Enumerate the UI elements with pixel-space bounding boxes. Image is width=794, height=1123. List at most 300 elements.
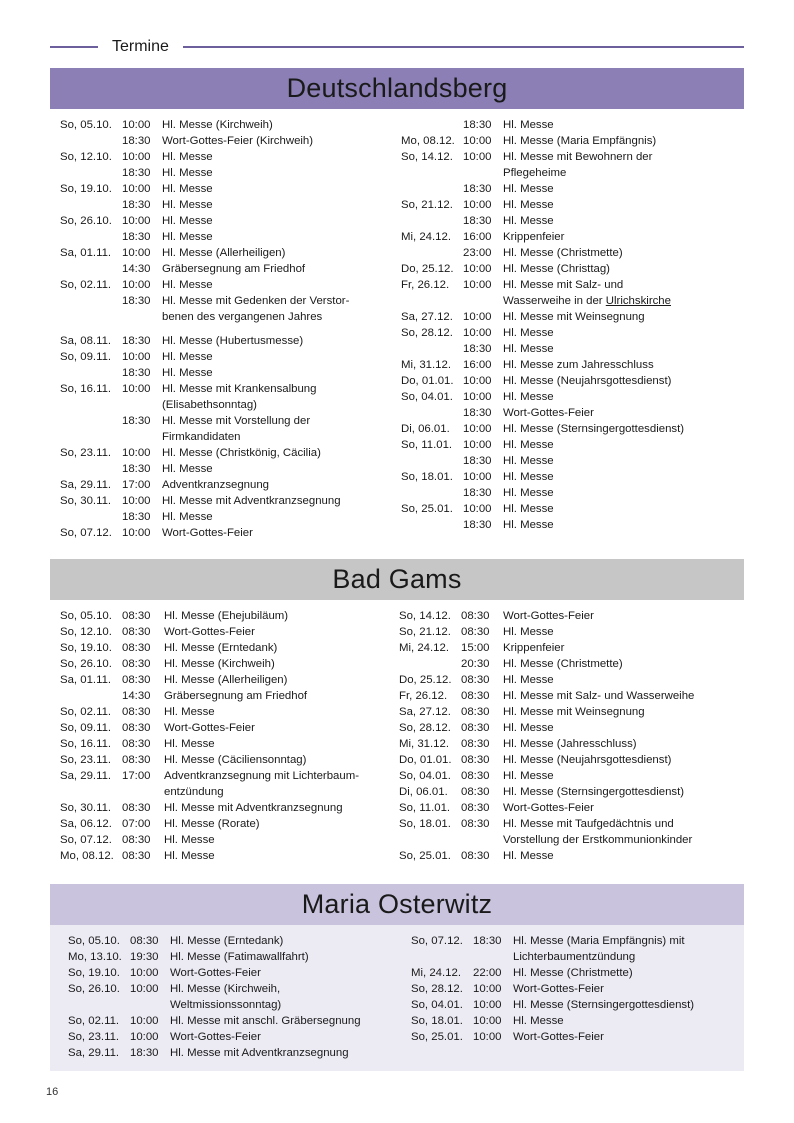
schedule-row	[60, 165, 389, 181]
schedule-row	[399, 608, 734, 624]
row-date: Mo, 13.10.	[68, 951, 122, 963]
row-date: So, 16.11.	[60, 383, 112, 395]
row-date: Sa, 27.12.	[401, 311, 453, 323]
schedule-column-right	[397, 608, 734, 864]
row-date: So, 30.11.	[60, 495, 112, 507]
schedule-row	[60, 325, 389, 333]
row-date: Mi, 31.12.	[399, 738, 450, 750]
row-description: Hl. Messe	[503, 626, 554, 638]
row-time: 15:00	[461, 642, 490, 654]
row-description: Hl. Messe	[503, 215, 554, 227]
schedule-row	[401, 277, 734, 293]
row-description: Hl. Messe (Rorate)	[164, 818, 260, 830]
row-time: 18:30	[463, 215, 492, 227]
row-date: So, 09.11.	[60, 351, 112, 363]
schedule-row	[60, 608, 393, 624]
row-date: So, 11.01.	[399, 802, 451, 814]
row-date: So, 02.11.	[60, 706, 112, 718]
row-time: 17:00	[122, 479, 151, 491]
header-rule-right	[183, 46, 744, 48]
row-description: Wort-Gottes-Feier	[503, 407, 594, 419]
row-time: 18:30	[122, 463, 151, 475]
row-date: Sa, 27.12.	[399, 706, 451, 718]
row-time: 10:00	[122, 383, 151, 395]
schedule-row	[60, 349, 389, 365]
row-date: So, 18.01.	[411, 1015, 463, 1027]
row-description: Hl. Messe mit Weinsegnung	[503, 311, 645, 323]
row-time: 10:00	[463, 199, 492, 211]
row-description: Gräbersegnung am Friedhof	[162, 263, 306, 275]
row-date: Mi, 24.12.	[411, 967, 462, 979]
row-time: 08:30	[122, 642, 151, 654]
row-description: Wort-Gottes-Feier	[513, 1031, 604, 1043]
row-date: So, 11.01.	[401, 439, 453, 451]
section-body	[50, 109, 744, 551]
row-description: Wasserweihe in der Ulrichskirche	[503, 295, 671, 307]
row-date: Do, 25.12.	[401, 263, 454, 275]
schedule-row	[399, 704, 734, 720]
row-description: Hl. Messe (Christmette)	[503, 247, 623, 259]
row-date: Sa, 01.11.	[60, 247, 112, 259]
row-description: Hl. Messe	[164, 850, 215, 862]
row-date: So, 25.01.	[399, 850, 451, 862]
row-date: So, 02.11.	[60, 279, 112, 291]
row-time: 08:30	[461, 786, 490, 798]
row-time: 18:30	[122, 511, 151, 523]
row-time: 16:00	[463, 231, 492, 243]
row-time: 18:30	[122, 415, 151, 427]
row-time: 10:00	[122, 447, 151, 459]
schedule-row	[401, 453, 734, 469]
row-time: 20:30	[461, 658, 490, 670]
row-date: Mi, 31.12.	[401, 359, 452, 371]
row-date: So, 19.10.	[60, 642, 112, 654]
schedule-row	[60, 133, 389, 149]
row-description: Hl. Messe (Sternsingergottesdienst)	[513, 999, 695, 1011]
schedule-row	[401, 501, 734, 517]
schedule-row	[401, 149, 734, 165]
row-description: Hl. Messe	[162, 183, 213, 195]
row-date: Sa, 29.11.	[68, 1047, 120, 1059]
section-title: Bad Gams	[50, 559, 744, 600]
row-time: 10:00	[130, 1031, 159, 1043]
row-date: Sa, 29.11.	[60, 479, 112, 491]
row-time: 08:30	[461, 626, 490, 638]
row-date: So, 30.11.	[60, 802, 112, 814]
schedule-row	[60, 333, 389, 349]
row-description: Adventkranzsegnung mit Lichterbaum-	[164, 770, 360, 782]
row-time: 18:30	[463, 455, 492, 467]
row-time: 18:30	[463, 183, 492, 195]
schedule-row	[60, 768, 393, 784]
row-time: 14:30	[122, 263, 151, 275]
row-time: 08:30	[461, 610, 490, 622]
row-time: 08:30	[461, 818, 490, 830]
row-time: 08:30	[461, 706, 490, 718]
row-date: So, 28.12.	[411, 983, 463, 995]
row-time: 18:30	[463, 487, 492, 499]
schedule-row	[401, 261, 734, 277]
row-time: 08:30	[122, 802, 151, 814]
row-date: Fr, 26.12.	[399, 690, 448, 702]
row-time: 10:00	[463, 263, 492, 275]
row-date: Mi, 24.12.	[399, 642, 450, 654]
row-description: Hl. Messe (Maria Empfängnis) mit	[513, 935, 685, 947]
row-description: Hl. Messe (Christkönig, Cäcilia)	[162, 447, 321, 459]
row-time: 10:00	[130, 983, 159, 995]
row-time: 10:00	[473, 983, 502, 995]
schedule-row	[401, 373, 734, 389]
row-description: Hl. Messe	[503, 519, 554, 531]
row-description: Hl. Messe mit Adventkranzsegnung	[162, 495, 341, 507]
row-description: Hl. Messe (Ehejubiläum)	[164, 610, 289, 622]
row-description: Wort-Gottes-Feier	[164, 626, 255, 638]
row-date: So, 26.10.	[60, 215, 112, 227]
row-time: 18:30	[122, 135, 151, 147]
schedule-row	[60, 848, 393, 864]
row-description: Hl. Messe mit Taufgedächtnis und	[503, 818, 674, 830]
row-time: 18:30	[122, 335, 151, 347]
row-description: Hl. Messe	[503, 503, 554, 515]
schedule-row	[411, 981, 734, 997]
schedule-row	[399, 656, 734, 672]
row-description: entzündung	[164, 786, 224, 798]
row-description: Hl. Messe (Sternsingergottesdienst)	[503, 423, 685, 435]
row-time: 10:00	[122, 351, 151, 363]
row-date: So, 28.12.	[401, 327, 453, 339]
row-time: 10:00	[122, 119, 151, 131]
schedule-row	[60, 277, 389, 293]
row-description: Hl. Messe (Jahresschluss)	[503, 738, 637, 750]
row-date: So, 07.12.	[60, 834, 112, 846]
schedule-row	[399, 768, 734, 784]
church-link: Ulrichskirche	[605, 295, 671, 307]
row-description: Hl. Messe zum Jahresschluss	[503, 359, 654, 371]
row-description: Hl. Messe	[162, 231, 213, 243]
schedule-row	[60, 640, 393, 656]
row-description: Hl. Messe (Kirchweih,	[170, 983, 281, 995]
row-description: Hl. Messe mit Weinsegnung	[503, 706, 645, 718]
schedule-row	[401, 437, 734, 453]
row-time: 18:30	[122, 295, 151, 307]
schedule-row	[411, 965, 734, 981]
row-description: Hl. Messe mit Krankensalbung	[162, 383, 317, 395]
schedule-row	[401, 485, 734, 501]
schedule-row	[60, 213, 389, 229]
row-date: So, 19.10.	[68, 967, 120, 979]
row-description: Hl. Messe	[162, 151, 213, 163]
row-date: Mo, 08.12.	[60, 850, 114, 862]
row-time: 08:30	[461, 850, 490, 862]
row-time: 14:30	[122, 690, 151, 702]
row-date: So, 18.01.	[401, 471, 453, 483]
row-time: 18:30	[473, 935, 502, 947]
section-title: Maria Osterwitz	[50, 884, 744, 925]
schedule-row	[68, 997, 391, 1013]
schedule-row	[60, 736, 393, 752]
schedule-row	[401, 389, 734, 405]
schedule-row	[60, 365, 389, 381]
row-date: Sa, 06.12.	[60, 818, 112, 830]
schedule-row	[399, 832, 734, 848]
row-description: Hl. Messe (Hubertusmesse)	[162, 335, 304, 347]
row-description: Hl. Messe (Neujahrsgottesdienst)	[503, 754, 672, 766]
schedule-row	[399, 800, 734, 816]
section-bad-gams	[50, 559, 744, 874]
row-time: 08:30	[122, 626, 151, 638]
schedule-row	[399, 736, 734, 752]
row-date: So, 26.10.	[60, 658, 112, 670]
section-title: Deutschlandsberg	[50, 68, 744, 109]
row-date: So, 14.12.	[399, 610, 451, 622]
row-time: 18:30	[463, 119, 492, 131]
row-description: Hl. Messe	[503, 183, 554, 195]
row-description: Wort-Gottes-Feier	[164, 722, 255, 734]
schedule-row	[60, 309, 389, 325]
row-description: Hl. Messe (Christmette)	[503, 658, 623, 670]
row-date: So, 14.12.	[401, 151, 453, 163]
schedule-row	[60, 445, 389, 461]
schedule-row	[60, 229, 389, 245]
row-date: Mi, 24.12.	[401, 231, 452, 243]
row-time: 10:00	[130, 1015, 159, 1027]
section-maria-osterwitz	[50, 884, 744, 1071]
row-description: Hl. Messe	[503, 471, 554, 483]
schedule-row	[401, 117, 734, 133]
row-time: 10:00	[473, 1015, 502, 1027]
row-date: So, 21.12.	[399, 626, 451, 638]
schedule-row	[68, 981, 391, 997]
schedule-row	[399, 816, 734, 832]
row-description: Adventkranzsegnung	[162, 479, 270, 491]
schedule-row	[401, 309, 734, 325]
row-description: Hl. Messe	[503, 327, 554, 339]
row-time: 08:30	[122, 850, 151, 862]
row-description: Hl. Messe	[503, 850, 554, 862]
row-description: Hl. Messe	[503, 119, 554, 131]
schedule-row	[60, 397, 389, 413]
row-time: 10:00	[130, 967, 159, 979]
schedule-row	[60, 720, 393, 736]
row-time: 18:30	[463, 343, 492, 355]
row-time: 18:30	[122, 367, 151, 379]
row-description: Wort-Gottes-Feier	[503, 802, 594, 814]
row-time: 23:00	[463, 247, 492, 259]
schedule-column-left	[60, 933, 397, 1061]
row-description: Hl. Messe mit Gedenken der Verstor-	[162, 295, 350, 307]
row-description: Vorstellung der Erstkommunionkinder	[503, 834, 693, 846]
row-date: So, 26.10.	[68, 983, 120, 995]
row-time: 10:00	[463, 151, 492, 163]
row-description: Hl. Messe mit Adventkranzsegnung	[170, 1047, 349, 1059]
row-description: Hl. Messe	[162, 351, 213, 363]
row-date: So, 12.10.	[60, 151, 112, 163]
row-description: Hl. Messe	[503, 439, 554, 451]
row-description: Wort-Gottes-Feier	[170, 967, 261, 979]
row-date: So, 04.01.	[411, 999, 463, 1011]
row-time: 08:30	[122, 754, 151, 766]
schedule-row	[60, 493, 389, 509]
row-time: 10:00	[463, 391, 492, 403]
schedule-row	[60, 800, 393, 816]
schedule-row	[60, 752, 393, 768]
row-time: 08:30	[461, 738, 490, 750]
section-body	[50, 925, 744, 1071]
row-description: Hl. Messe	[162, 511, 213, 523]
row-description: Wort-Gottes-Feier (Kirchweih)	[162, 135, 314, 147]
row-description: Hl. Messe	[162, 199, 213, 211]
row-time: 08:30	[122, 658, 151, 670]
row-description: Lichterbaumentzündung	[513, 951, 636, 963]
row-date: So, 21.12.	[401, 199, 453, 211]
row-date: So, 02.11.	[68, 1015, 120, 1027]
row-time: 18:30	[122, 199, 151, 211]
row-description: Hl. Messe	[162, 463, 213, 475]
row-description: Hl. Messe (Allerheiligen)	[164, 674, 288, 686]
schedule-row	[399, 784, 734, 800]
row-date: So, 04.01.	[401, 391, 453, 403]
row-time: 08:30	[461, 770, 490, 782]
row-time: 08:30	[122, 834, 151, 846]
row-time: 10:00	[463, 279, 492, 291]
row-date: Do, 25.12.	[399, 674, 452, 686]
schedule-row	[401, 229, 734, 245]
row-description: (Elisabethsonntag)	[162, 399, 257, 411]
schedule-row	[68, 1029, 391, 1045]
row-time: 10:00	[122, 495, 151, 507]
row-description: Hl. Messe (Maria Empfängnis)	[503, 135, 657, 147]
row-description: Hl. Messe	[164, 834, 215, 846]
schedule-row	[60, 429, 389, 445]
schedule-row	[60, 117, 389, 133]
row-time: 08:30	[122, 722, 151, 734]
row-description: Hl. Messe (Fatimawallfahrt)	[170, 951, 309, 963]
schedule-row	[60, 525, 389, 541]
row-time: 10:00	[473, 999, 502, 1011]
row-time: 10:00	[122, 183, 151, 195]
row-time: 10:00	[463, 135, 492, 147]
row-description: Hl. Messe	[503, 674, 554, 686]
row-description: Hl. Messe	[513, 1015, 564, 1027]
row-description: Wort-Gottes-Feier	[162, 527, 253, 539]
row-date: Do, 01.01.	[399, 754, 452, 766]
row-time: 10:00	[122, 279, 151, 291]
page-header	[50, 36, 744, 58]
row-time: 08:30	[122, 706, 151, 718]
row-time: 10:00	[463, 423, 492, 435]
row-date: So, 18.01.	[399, 818, 451, 830]
schedule-row	[411, 1029, 734, 1045]
schedule-row	[401, 341, 734, 357]
schedule-row	[399, 752, 734, 768]
row-description: Hl. Messe mit Salz- und Wasserweihe	[503, 690, 695, 702]
schedule-row	[399, 688, 734, 704]
row-description: Hl. Messe (Christmette)	[513, 967, 633, 979]
row-description: Hl. Messe	[503, 199, 554, 211]
row-description: Hl. Messe (Sternsingergottesdienst)	[503, 786, 685, 798]
schedule-row	[401, 245, 734, 261]
row-time: 18:30	[122, 231, 151, 243]
schedule-row	[60, 688, 393, 704]
row-time: 08:30	[122, 738, 151, 750]
page-number: 16	[46, 1086, 59, 1098]
row-time: 08:30	[461, 674, 490, 686]
row-description: Hl. Messe (Christtag)	[503, 263, 610, 275]
schedule-row	[401, 405, 734, 421]
schedule-row	[60, 477, 389, 493]
row-date: Di, 06.01.	[401, 423, 450, 435]
schedule-row	[60, 784, 393, 800]
schedule-row	[401, 197, 734, 213]
row-description: Hl. Messe mit Bewohnern der	[503, 151, 653, 163]
schedule-row	[401, 357, 734, 373]
row-time: 10:00	[122, 215, 151, 227]
row-date: So, 05.10.	[60, 119, 112, 131]
header-rule-left	[50, 46, 98, 48]
row-date: So, 28.12.	[399, 722, 451, 734]
schedule-row	[399, 672, 734, 688]
schedule-row	[68, 1045, 391, 1061]
row-time: 10:00	[463, 311, 492, 323]
row-time: 10:00	[463, 439, 492, 451]
row-description: Hl. Messe (Erntedank)	[170, 935, 284, 947]
schedule-row	[401, 181, 734, 197]
schedule-row	[68, 965, 391, 981]
schedule-row	[60, 197, 389, 213]
row-date: Sa, 08.11.	[60, 335, 112, 347]
row-description: Wort-Gottes-Feier	[513, 983, 604, 995]
row-date: So, 09.11.	[60, 722, 112, 734]
row-description: Hl. Messe	[164, 706, 215, 718]
row-time: 08:30	[461, 722, 490, 734]
row-date: So, 23.11.	[60, 754, 112, 766]
row-time: 10:00	[122, 527, 151, 539]
row-description: Hl. Messe	[162, 279, 213, 291]
row-time: 08:30	[461, 690, 490, 702]
row-time: 19:30	[130, 951, 159, 963]
schedule-row	[60, 816, 393, 832]
schedule-row	[411, 1013, 734, 1029]
schedule-row	[401, 293, 734, 309]
row-description: Hl. Messe	[162, 215, 213, 227]
schedule-row	[68, 1013, 391, 1029]
row-description: Hl. Messe (Erntedank)	[164, 642, 278, 654]
section-body	[50, 600, 744, 874]
schedule-column-left	[60, 117, 397, 541]
row-description: Krippenfeier	[503, 642, 565, 654]
row-date: Fr, 26.12.	[401, 279, 450, 291]
schedule-row	[401, 517, 734, 533]
schedule-row	[60, 413, 389, 429]
row-description: Hl. Messe	[503, 770, 554, 782]
row-time: 08:30	[461, 754, 490, 766]
row-description: Hl. Messe mit Vorstellung der	[162, 415, 311, 427]
row-time: 08:30	[461, 802, 490, 814]
schedule-row	[60, 261, 389, 277]
schedule-row	[401, 421, 734, 437]
row-time: 16:00	[463, 359, 492, 371]
row-description: Weltmissionssonntag)	[170, 999, 282, 1011]
row-date: So, 05.10.	[60, 610, 112, 622]
schedule-row	[60, 704, 393, 720]
row-description: Hl. Messe (Kirchweih)	[162, 119, 273, 131]
row-description: Hl. Messe (Kirchweih)	[164, 658, 275, 670]
row-description: Hl. Messe (Neujahrsgottesdienst)	[503, 375, 672, 387]
row-description: Hl. Messe (Allerheiligen)	[162, 247, 286, 259]
row-description: Hl. Messe (Cäciliensonntag)	[164, 754, 307, 766]
row-description: Hl. Messe	[162, 167, 213, 179]
schedule-row	[60, 381, 389, 397]
